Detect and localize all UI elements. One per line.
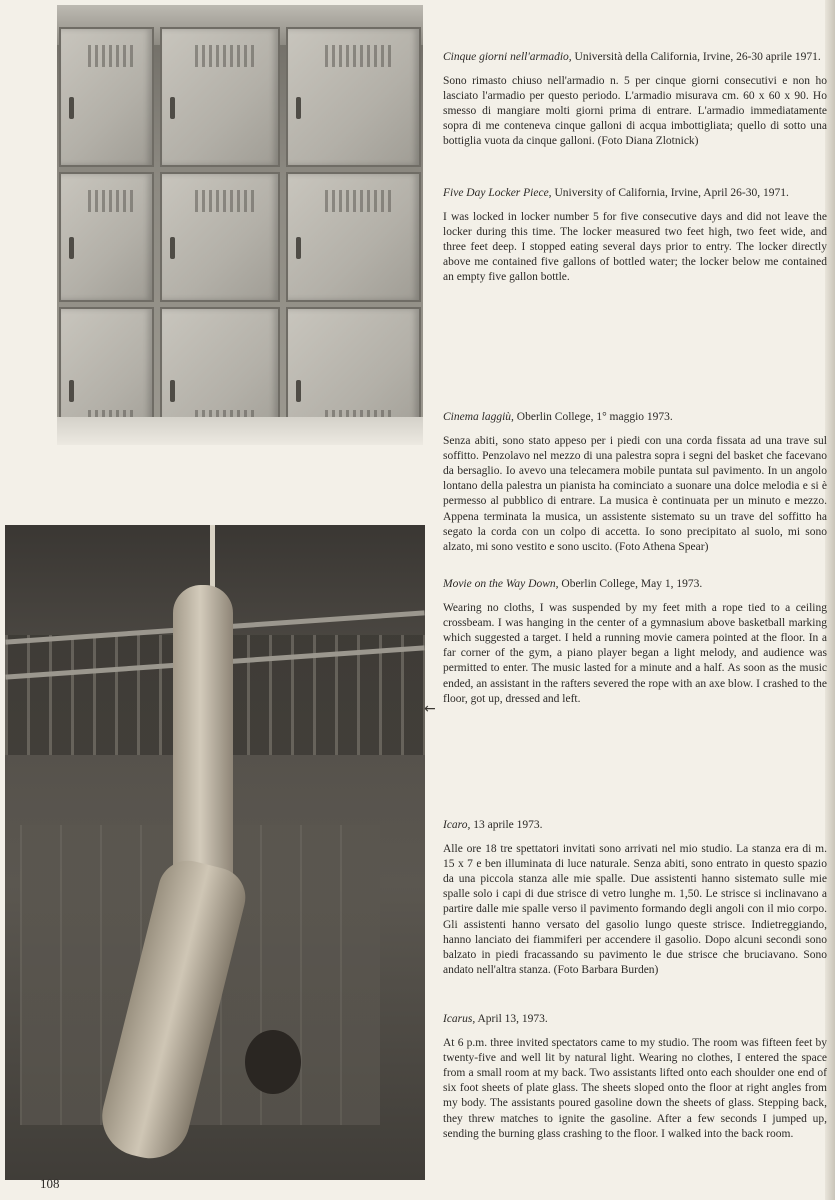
entry-title: Icarus, <box>443 1013 476 1025</box>
entry-meta: Oberlin College, 1° maggio 1973. <box>513 411 673 423</box>
entry-locker-it <box>443 50 827 150</box>
entry-body: At 6 p.m. three invited spectators came to my studio. The room was fifteen feet by twenty-five and well lit by natural light. Wearing no clothes, I entered the space from a small room at my back. Two assistants lifted onto each shoulder one end of six foot sheets of plate glass. The sheets sloped onto the floor at right angles from my body. The assistants poured gasoline down the sheets of glass. Stepping back, they threw matches to ignite the gasoline. After a few seconds I jumped up, sending the burning glass crashing to the floor. I walked into the back room. <box>443 1037 827 1140</box>
entry-meta: 13 aprile 1973. <box>470 819 543 831</box>
entry-heading <box>443 186 827 201</box>
figure-head <box>245 1030 301 1094</box>
entry-title: Cinema laggiù, <box>443 411 514 423</box>
entry-heading <box>443 1012 827 1027</box>
entry-title: Icaro, <box>443 819 471 831</box>
locker-door <box>59 27 154 167</box>
entry-heading <box>443 577 827 592</box>
locker-door <box>59 172 154 302</box>
entry-icaro-it <box>443 818 827 978</box>
entry-body: Wearing no cloths, I was suspended by my feet mith a rope tied to a ceiling crossbeam. I was hanging in the center of a gymnasium above basketball marking which suggested a target. I held a running movie camera pointed at the floor. In a far corner of the gym, a piano player began a light melody, and audience was permitted to enter. The music lasted for a minute and a half. As soon as the music ended, an assistant in the rafters severed the rope with an axe blow. I crashed to the floor, got up, dressed and left. <box>443 602 827 705</box>
entry-title: Movie on the Way Down, <box>443 578 559 590</box>
entry-meta: Oberlin College, May 1, 1973. <box>558 578 703 590</box>
entry-cinema-it <box>443 410 827 555</box>
entry-body: Senza abiti, sono stato appeso per i piedi con una corda fissata ad una trave sul soffitto. Penzolavo nel mezzo di una palestra sopra i segni del basket che facevano da bersaglio. Io avevo una telecamera mobile puntata sul pavimento. In un angolo lontano della palestra un pianista ha cominciato a suonare una dolce melodia e si è permesso al pubblico di entrare. La musica è continuata per un minuto e mezzo. Appena terminata la musica, un assistente sistemato su un trave del soffitto ha segato la corda con un colpo di accetta. Io sono precipitato al suolo, mi sono alzato, mi sono vestito e sono uscito. (Foto Athena Spear) <box>443 435 827 553</box>
entry-body: Alle ore 18 tre spettatori invitati sono arrivati nel mio studio. La stanza era di m. 15 x 7 e ben illuminata di luce naturale. Senza abiti, sono entrato in questo spazio da una piccola stanza alle mie spalle. Due assistenti hanno sistemato sulle mie spalle solo i capi di due strisce di vetro lunghe m. 1,50. Le strisce si inclinavano a partire dalle mie spalle verso il pavimento formando degli angoli con il mio corpo. Gli assistenti hanno versato del gasolio lungo queste strisce. Indietreggiando, hanno lanciato dei fiammiferi per accendere il gasolio. Dopo alcuni secondi sono balzato in piedi fracassando su pavimento le due strisce che bruciavano. Sono andato nell'altra stanza. (Foto Barbara Burden) <box>443 843 827 976</box>
entry-meta: Università della California, Irvine, 26-30 aprile 1971. <box>571 51 821 63</box>
locker-grid <box>57 27 423 445</box>
entry-locker-en <box>443 186 827 286</box>
entry-heading <box>443 818 827 833</box>
entry-title: Five Day Locker Piece, <box>443 187 552 199</box>
locker-door <box>286 172 421 302</box>
photo-floor <box>57 417 423 445</box>
locker-door <box>286 27 421 167</box>
entry-heading <box>443 410 827 425</box>
figure-legs <box>173 585 233 885</box>
entry-movie-en <box>443 577 827 707</box>
entry-meta: April 13, 1973. <box>475 1013 548 1025</box>
locker-photo <box>57 5 423 445</box>
entry-heading <box>443 50 827 65</box>
entry-meta: University of California, Irvine, April 26-30, 1971. <box>551 187 789 199</box>
locker-door <box>160 27 280 167</box>
entry-body: I was locked in locker number 5 for five consecutive days and did not leave the locker during this time. The locker measured two feet high, two feet wide, and three feet deep. I stopped eating several days prior to entry. The locker directly above me contained five gallons of bottled water; the locker below me contained an empty five gallon bottle. <box>443 211 827 284</box>
entry-title: Cinque giorni nell'armadio, <box>443 51 572 63</box>
suspended-figure-photo <box>5 525 425 1180</box>
arrow-left-icon: ← <box>424 701 436 717</box>
entry-body: Sono rimasto chiuso nell'armadio n. 5 per cinque giorni consecutivi e non ho lasciato l'armadio per questo periodo. L'armadio misurava cm. 60 x 60 x 90. Ho smesso di mangiare molti giorni prima di entrare. L'armadio immediatamente sopra di me conteneva cinque galloni di acqua imbottigliata; quello di sotto una bottiglia vuota da cinque galloni. (Foto Diana Zlotnick) <box>443 75 827 148</box>
page-number: 108 <box>40 1176 60 1191</box>
entry-icarus-en <box>443 1012 827 1142</box>
locker-door <box>160 172 280 302</box>
